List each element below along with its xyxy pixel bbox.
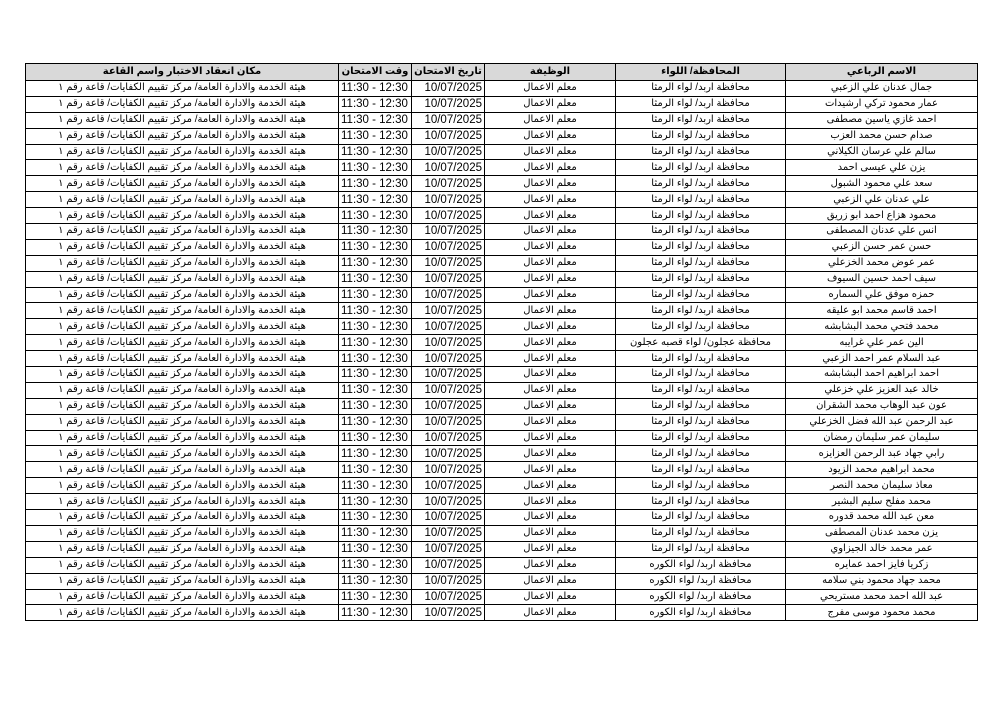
cell-governorate: محافظة اربد/ لواء الرمثا [616,176,786,192]
cell-governorate: محافظة اربد/ لواء الرمثا [616,510,786,526]
table-row [26,605,978,621]
cell-date: 10/07/2025 [412,589,485,605]
header-time: وقت الامتحان [339,64,412,81]
cell-date: 10/07/2025 [412,176,485,192]
cell-governorate: محافظة اربد/ لواء الرمثا [616,478,786,494]
cell-venue: هيئة الخدمة والادارة العامة/ مركز تقييم الكفايات/ قاعة رقم ١ [26,557,339,573]
cell-name: سعد علي محمود الشبول [786,176,978,192]
cell-venue: هيئة الخدمة والادارة العامة/ مركز تقييم الكفايات/ قاعة رقم ١ [26,128,339,144]
cell-name: محمد محمود موسى مفرج [786,605,978,621]
cell-date: 10/07/2025 [412,605,485,621]
cell-date: 10/07/2025 [412,144,485,160]
cell-time: 11:30 - 12:30 [339,589,412,605]
cell-time: 11:30 - 12:30 [339,224,412,240]
table-row [26,382,978,398]
cell-name: خالد عبد العزيز علي خزعلي [786,382,978,398]
cell-job: معلم الاعمال [485,160,616,176]
cell-name: انس علي عدنان المصطفى [786,224,978,240]
cell-job: معلم الاعمال [485,303,616,319]
cell-venue: هيئة الخدمة والادارة العامة/ مركز تقييم الكفايات/ قاعة رقم ١ [26,510,339,526]
cell-name: احمد ابراهيم احمد البشابشه [786,367,978,383]
cell-name: سالم علي عرسان الكيلاني [786,144,978,160]
cell-venue: هيئة الخدمة والادارة العامة/ مركز تقييم الكفايات/ قاعة رقم ١ [26,462,339,478]
cell-governorate: محافظة اربد/ لواء الرمثا [616,367,786,383]
cell-name: معاذ سليمان محمد النصر [786,478,978,494]
cell-governorate: محافظة اربد/ لواء الرمثا [616,351,786,367]
cell-date: 10/07/2025 [412,303,485,319]
cell-date: 10/07/2025 [412,478,485,494]
cell-time: 11:30 - 12:30 [339,208,412,224]
table-row [26,494,978,510]
cell-name: جمال عدنان علي الزعبي [786,81,978,97]
cell-name: صدام حسن محمد العزب [786,128,978,144]
cell-name: الين عمر علي غرايبه [786,335,978,351]
cell-governorate: محافظة اربد/ لواء الكوره [616,573,786,589]
cell-time: 11:30 - 12:30 [339,255,412,271]
cell-job: معلم الاعمال [485,589,616,605]
cell-date: 10/07/2025 [412,224,485,240]
table-row [26,255,978,271]
table-row [26,589,978,605]
cell-venue: هيئة الخدمة والادارة العامة/ مركز تقييم الكفايات/ قاعة رقم ١ [26,414,339,430]
cell-governorate: محافظة اربد/ لواء الرمثا [616,287,786,303]
cell-governorate: محافظة اربد/ لواء الرمثا [616,525,786,541]
cell-time: 11:30 - 12:30 [339,541,412,557]
cell-venue: هيئة الخدمة والادارة العامة/ مركز تقييم الكفايات/ قاعة رقم ١ [26,192,339,208]
cell-name: معن عبد الله محمد قدوره [786,510,978,526]
cell-job: معلم الاعمال [485,192,616,208]
cell-venue: هيئة الخدمة والادارة العامة/ مركز تقييم الكفايات/ قاعة رقم ١ [26,319,339,335]
cell-date: 10/07/2025 [412,414,485,430]
cell-governorate: محافظة اربد/ لواء الرمثا [616,398,786,414]
cell-date: 10/07/2025 [412,81,485,97]
cell-time: 11:30 - 12:30 [339,398,412,414]
cell-job: معلم الاعمال [485,319,616,335]
cell-venue: هيئة الخدمة والادارة العامة/ مركز تقييم الكفايات/ قاعة رقم ١ [26,96,339,112]
cell-date: 10/07/2025 [412,192,485,208]
cell-date: 10/07/2025 [412,112,485,128]
cell-job: معلم الاعمال [485,144,616,160]
table-row [26,462,978,478]
cell-date: 10/07/2025 [412,208,485,224]
cell-time: 11:30 - 12:30 [339,351,412,367]
table-row [26,144,978,160]
cell-name: محمد جهاد محمود بني سلامه [786,573,978,589]
cell-date: 10/07/2025 [412,367,485,383]
cell-time: 11:30 - 12:30 [339,430,412,446]
cell-venue: هيئة الخدمة والادارة العامة/ مركز تقييم الكفايات/ قاعة رقم ١ [26,446,339,462]
cell-time: 11:30 - 12:30 [339,605,412,621]
cell-governorate: محافظة اربد/ لواء الرمثا [616,430,786,446]
cell-venue: هيئة الخدمة والادارة العامة/ مركز تقييم الكفايات/ قاعة رقم ١ [26,144,339,160]
cell-job: معلم الاعمال [485,478,616,494]
cell-governorate: محافظة اربد/ لواء الرمثا [616,271,786,287]
cell-governorate: محافظة اربد/ لواء الرمثا [616,494,786,510]
cell-venue: هيئة الخدمة والادارة العامة/ مركز تقييم الكفايات/ قاعة رقم ١ [26,367,339,383]
table-row [26,573,978,589]
cell-time: 11:30 - 12:30 [339,525,412,541]
cell-time: 11:30 - 12:30 [339,303,412,319]
cell-time: 11:30 - 12:30 [339,557,412,573]
table-row [26,319,978,335]
cell-venue: هيئة الخدمة والادارة العامة/ مركز تقييم الكفايات/ قاعة رقم ١ [26,271,339,287]
cell-job: معلم الاعمال [485,81,616,97]
table-row [26,351,978,367]
cell-venue: هيئة الخدمة والادارة العامة/ مركز تقييم الكفايات/ قاعة رقم ١ [26,239,339,255]
cell-name: عون عبد الوهاب محمد الشقران [786,398,978,414]
table-header-row [26,64,978,81]
cell-governorate: محافظة اربد/ لواء الرمثا [616,414,786,430]
cell-time: 11:30 - 12:30 [339,462,412,478]
cell-time: 11:30 - 12:30 [339,176,412,192]
cell-governorate: محافظة اربد/ لواء الرمثا [616,382,786,398]
table-body [26,81,978,621]
table-row [26,112,978,128]
cell-date: 10/07/2025 [412,541,485,557]
table-row [26,557,978,573]
cell-name: محمد فتحي محمد البشابشه [786,319,978,335]
cell-governorate: محافظة اربد/ لواء الرمثا [616,224,786,240]
cell-name: عمار محمود تركي ارشيدات [786,96,978,112]
table-row [26,525,978,541]
cell-venue: هيئة الخدمة والادارة العامة/ مركز تقييم الكفايات/ قاعة رقم ١ [26,224,339,240]
table-row [26,446,978,462]
cell-time: 11:30 - 12:30 [339,367,412,383]
cell-venue: هيئة الخدمة والادارة العامة/ مركز تقييم الكفايات/ قاعة رقم ١ [26,287,339,303]
cell-time: 11:30 - 12:30 [339,414,412,430]
cell-name: حسن عمر حسن الزعبي [786,239,978,255]
cell-venue: هيئة الخدمة والادارة العامة/ مركز تقييم الكفايات/ قاعة رقم ١ [26,525,339,541]
cell-venue: هيئة الخدمة والادارة العامة/ مركز تقييم الكفايات/ قاعة رقم ١ [26,255,339,271]
cell-job: معلم الاعمال [485,382,616,398]
cell-date: 10/07/2025 [412,510,485,526]
cell-time: 11:30 - 12:30 [339,494,412,510]
cell-name: يزن محمد عدنان المصطفى [786,525,978,541]
cell-governorate: محافظة اربد/ لواء الكوره [616,589,786,605]
cell-name: رابي جهاد عبد الرحمن العزايزه [786,446,978,462]
cell-governorate: محافظة اربد/ لواء الرمثا [616,319,786,335]
cell-job: معلم الاعمال [485,557,616,573]
cell-date: 10/07/2025 [412,271,485,287]
table-row [26,430,978,446]
cell-governorate: محافظة اربد/ لواء الرمثا [616,208,786,224]
cell-time: 11:30 - 12:30 [339,239,412,255]
header-venue: مكان انعقاد الاختبار واسم القاعة [26,64,339,81]
table-row [26,478,978,494]
cell-date: 10/07/2025 [412,382,485,398]
table-row [26,367,978,383]
cell-venue: هيئة الخدمة والادارة العامة/ مركز تقييم الكفايات/ قاعة رقم ١ [26,430,339,446]
cell-job: معلم الاعمال [485,398,616,414]
table-row [26,335,978,351]
cell-name: عمر محمد خالد الجيزاوي [786,541,978,557]
cell-job: معلم الاعمال [485,462,616,478]
cell-governorate: محافظة اربد/ لواء الرمثا [616,255,786,271]
header-name: الاسم الرباعي [786,64,978,81]
cell-governorate: محافظة اربد/ لواء الكوره [616,557,786,573]
cell-date: 10/07/2025 [412,255,485,271]
cell-venue: هيئة الخدمة والادارة العامة/ مركز تقييم الكفايات/ قاعة رقم ١ [26,573,339,589]
cell-job: معلم الاعمال [485,96,616,112]
cell-name: عبد الله احمد محمد مستريحي [786,589,978,605]
cell-date: 10/07/2025 [412,557,485,573]
cell-governorate: محافظة اربد/ لواء الرمثا [616,446,786,462]
table-row [26,81,978,97]
header-job: الوظيفة [485,64,616,81]
cell-job: معلم الاعمال [485,271,616,287]
cell-venue: هيئة الخدمة والادارة العامة/ مركز تقييم الكفايات/ قاعة رقم ١ [26,541,339,557]
cell-job: معلم الاعمال [485,224,616,240]
cell-job: معلم الاعمال [485,128,616,144]
table-row [26,192,978,208]
cell-venue: هيئة الخدمة والادارة العامة/ مركز تقييم الكفايات/ قاعة رقم ١ [26,208,339,224]
table-row [26,208,978,224]
cell-name: عمر عوض محمد الخزعلي [786,255,978,271]
cell-date: 10/07/2025 [412,462,485,478]
table-row [26,160,978,176]
header-governorate: المحافظة/ اللواء [616,64,786,81]
table-row [26,271,978,287]
cell-job: معلم الاعمال [485,287,616,303]
cell-date: 10/07/2025 [412,398,485,414]
cell-name: علي عدنان علي الزعبي [786,192,978,208]
cell-job: معلم الاعمال [485,494,616,510]
cell-time: 11:30 - 12:30 [339,112,412,128]
table-row [26,541,978,557]
cell-governorate: محافظة اربد/ لواء الكوره [616,605,786,621]
cell-time: 11:30 - 12:30 [339,96,412,112]
cell-venue: هيئة الخدمة والادارة العامة/ مركز تقييم الكفايات/ قاعة رقم ١ [26,605,339,621]
cell-governorate: محافظة اربد/ لواء الرمثا [616,81,786,97]
cell-time: 11:30 - 12:30 [339,271,412,287]
cell-job: معلم الاعمال [485,541,616,557]
table-row [26,398,978,414]
cell-date: 10/07/2025 [412,287,485,303]
cell-governorate: محافظة اربد/ لواء الرمثا [616,112,786,128]
cell-venue: هيئة الخدمة والادارة العامة/ مركز تقييم الكفايات/ قاعة رقم ١ [26,589,339,605]
cell-name: محمود هزاع احمد ابو زريق [786,208,978,224]
cell-time: 11:30 - 12:30 [339,287,412,303]
cell-venue: هيئة الخدمة والادارة العامة/ مركز تقييم الكفايات/ قاعة رقم ١ [26,81,339,97]
cell-job: معلم الاعمال [485,525,616,541]
cell-job: معلم الاعمال [485,573,616,589]
cell-date: 10/07/2025 [412,573,485,589]
cell-governorate: محافظة عجلون/ لواء قصبه عجلون [616,335,786,351]
cell-date: 10/07/2025 [412,128,485,144]
table-row [26,239,978,255]
table-row [26,96,978,112]
cell-date: 10/07/2025 [412,319,485,335]
cell-venue: هيئة الخدمة والادارة العامة/ مركز تقييم الكفايات/ قاعة رقم ١ [26,176,339,192]
cell-name: يزن علي عيسى احمد [786,160,978,176]
cell-date: 10/07/2025 [412,96,485,112]
cell-governorate: محافظة اربد/ لواء الرمثا [616,128,786,144]
cell-time: 11:30 - 12:30 [339,510,412,526]
cell-venue: هيئة الخدمة والادارة العامة/ مركز تقييم الكفايات/ قاعة رقم ١ [26,112,339,128]
cell-venue: هيئة الخدمة والادارة العامة/ مركز تقييم الكفايات/ قاعة رقم ١ [26,335,339,351]
cell-name: سيف احمد حسين السيوف [786,271,978,287]
cell-job: معلم الاعمال [485,112,616,128]
cell-name: احمد قاسم محمد ابو عليقه [786,303,978,319]
cell-time: 11:30 - 12:30 [339,319,412,335]
cell-date: 10/07/2025 [412,351,485,367]
cell-job: معلم الاعمال [485,351,616,367]
table-row [26,176,978,192]
cell-governorate: محافظة اربد/ لواء الرمثا [616,96,786,112]
cell-job: معلم الاعمال [485,510,616,526]
cell-date: 10/07/2025 [412,335,485,351]
cell-job: معلم الاعمال [485,176,616,192]
cell-job: معلم الاعمال [485,208,616,224]
cell-job: معلم الاعمال [485,367,616,383]
exam-schedule-table [25,63,978,621]
cell-venue: هيئة الخدمة والادارة العامة/ مركز تقييم الكفايات/ قاعة رقم ١ [26,398,339,414]
cell-date: 10/07/2025 [412,239,485,255]
cell-time: 11:30 - 12:30 [339,160,412,176]
cell-time: 11:30 - 12:30 [339,446,412,462]
cell-job: معلم الاعمال [485,335,616,351]
cell-job: معلم الاعمال [485,446,616,462]
cell-name: عبد الرحمن عبد الله فضل الخزعلي [786,414,978,430]
cell-job: معلم الاعمال [485,239,616,255]
cell-venue: هيئة الخدمة والادارة العامة/ مركز تقييم الكفايات/ قاعة رقم ١ [26,494,339,510]
cell-job: معلم الاعمال [485,430,616,446]
cell-venue: هيئة الخدمة والادارة العامة/ مركز تقييم الكفايات/ قاعة رقم ١ [26,303,339,319]
cell-name: محمد مفلح سليم البشير [786,494,978,510]
cell-job: معلم الاعمال [485,255,616,271]
cell-time: 11:30 - 12:30 [339,335,412,351]
cell-venue: هيئة الخدمة والادارة العامة/ مركز تقييم الكفايات/ قاعة رقم ١ [26,160,339,176]
cell-name: سليمان عمر سليمان رمضان [786,430,978,446]
cell-time: 11:30 - 12:30 [339,478,412,494]
cell-governorate: محافظة اربد/ لواء الرمثا [616,160,786,176]
cell-name: حمزه موفق علي السماره [786,287,978,303]
cell-date: 10/07/2025 [412,525,485,541]
cell-venue: هيئة الخدمة والادارة العامة/ مركز تقييم الكفايات/ قاعة رقم ١ [26,478,339,494]
cell-job: معلم الاعمال [485,605,616,621]
cell-date: 10/07/2025 [412,494,485,510]
cell-date: 10/07/2025 [412,430,485,446]
table-row [26,414,978,430]
table-row [26,224,978,240]
table-row [26,287,978,303]
cell-venue: هيئة الخدمة والادارة العامة/ مركز تقييم الكفايات/ قاعة رقم ١ [26,351,339,367]
cell-governorate: محافظة اربد/ لواء الرمثا [616,541,786,557]
cell-name: محمد ابراهيم محمد الزيود [786,462,978,478]
cell-venue: هيئة الخدمة والادارة العامة/ مركز تقييم الكفايات/ قاعة رقم ١ [26,382,339,398]
cell-name: زكريا فايز احمد عمايره [786,557,978,573]
cell-name: احمد غازي ياسين مصطفى [786,112,978,128]
table-row [26,128,978,144]
cell-governorate: محافظة اربد/ لواء الرمثا [616,462,786,478]
cell-job: معلم الاعمال [485,414,616,430]
table-row [26,303,978,319]
cell-governorate: محافظة اربد/ لواء الرمثا [616,192,786,208]
cell-governorate: محافظة اربد/ لواء الرمثا [616,239,786,255]
header-date: تاريخ الامتحان [412,64,485,81]
cell-time: 11:30 - 12:30 [339,81,412,97]
cell-time: 11:30 - 12:30 [339,128,412,144]
cell-date: 10/07/2025 [412,446,485,462]
cell-name: عبد السلام عمر احمد الزعبي [786,351,978,367]
table-row [26,510,978,526]
cell-time: 11:30 - 12:30 [339,144,412,160]
cell-date: 10/07/2025 [412,160,485,176]
cell-governorate: محافظة اربد/ لواء الرمثا [616,303,786,319]
cell-time: 11:30 - 12:30 [339,192,412,208]
cell-time: 11:30 - 12:30 [339,382,412,398]
cell-time: 11:30 - 12:30 [339,573,412,589]
cell-governorate: محافظة اربد/ لواء الرمثا [616,144,786,160]
